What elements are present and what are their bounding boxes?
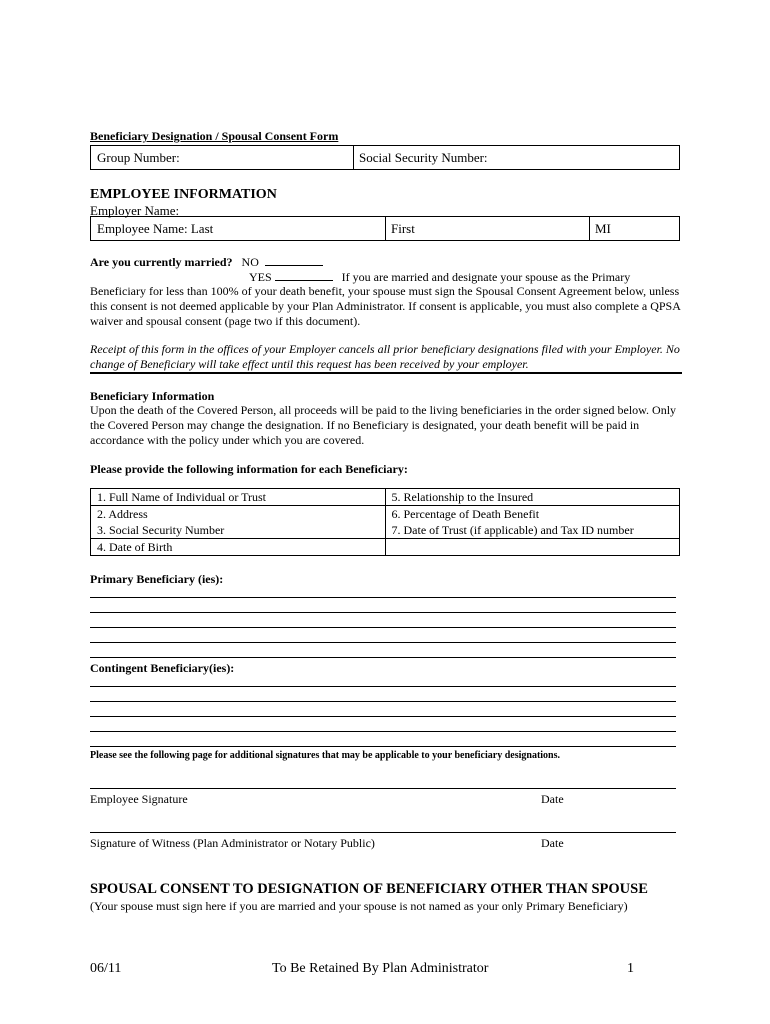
footer-page-number: 1 (627, 961, 634, 976)
primary-beneficiary-line-1[interactable] (90, 597, 676, 598)
employee-signature-label: Employee Signature (90, 792, 188, 806)
info-item-7: 7. Date of Trust (if applicable) and Tax ID number (385, 522, 680, 539)
signature-note: Please see the following page for additional signatures that may be applicable to your beneficiary designations. (90, 750, 561, 761)
witness-signature-label: Signature of Witness (Plan Administrator or Notary Public) (90, 836, 375, 850)
beneficiary-info-heading: Beneficiary Information (90, 389, 215, 403)
primary-beneficiary-heading: Primary Beneficiary (ies): (90, 572, 224, 586)
mi-label: MI (595, 221, 611, 236)
witness-date-label: Date (541, 836, 564, 850)
first-name-field[interactable] (385, 217, 589, 240)
beneficiary-info-text: Upon the death of the Covered Person, all proceeds will be paid to the living beneficiaries in the order signed below. Only the Covered Person may change the designation. If no Beneficiary is designated, your death benefit will be paid in accordance with the policy under which you are covered. (90, 403, 677, 447)
primary-beneficiary-line-3[interactable] (90, 627, 676, 628)
primary-beneficiary-line-5[interactable] (90, 657, 676, 658)
employee-info-heading: EMPLOYEE INFORMATION (90, 187, 277, 202)
footer-retention-note: To Be Retained By Plan Administrator (272, 961, 489, 976)
spousal-consent-heading: SPOUSAL CONSENT TO DESIGNATION OF BENEFICIARY OTHER THAN SPOUSE (90, 881, 648, 897)
no-label: NO (241, 255, 259, 269)
marital-instruction: Beneficiary for less than 100% of your death benefit, your spouse must sign the Spousal Consent Agreement below, unless this consent is not deemed applicable by your Plan Administrator. If consent is applicable, you must also complete a QPSA waiver and spousal consent (page two if this document). (90, 284, 681, 328)
first-name-label: First (391, 221, 415, 236)
info-item-4: 4. Date of Birth (91, 539, 386, 556)
employee-signature-line[interactable] (90, 788, 676, 789)
group-number-label: Group Number: (97, 150, 180, 165)
no-blank[interactable] (265, 254, 323, 266)
info-item-1: 1. Full Name of Individual or Trust (91, 489, 386, 506)
employee-name-box (90, 216, 680, 241)
last-name-field[interactable] (91, 217, 385, 240)
contingent-beneficiary-line-5[interactable] (90, 746, 676, 747)
contingent-beneficiary-heading: Contingent Beneficiary(ies): (90, 661, 235, 675)
provide-info-heading: Please provide the following information for each Beneficiary: (90, 462, 408, 476)
yes-row (249, 269, 630, 285)
contingent-beneficiary-line-1[interactable] (90, 686, 676, 687)
contingent-beneficiary-line-4[interactable] (90, 731, 676, 732)
ssn-field[interactable] (353, 146, 679, 169)
witness-signature-line[interactable] (90, 832, 676, 833)
spousal-consent-subtext: (Your spouse must sign here if you are married and your spouse is not named as your only Primary Beneficiary) (90, 899, 628, 913)
mi-field[interactable] (589, 217, 679, 240)
yes-label: YES (249, 270, 272, 284)
married-row (90, 254, 323, 270)
group-number-field[interactable] (91, 146, 353, 169)
ssn-label: Social Security Number: (359, 150, 488, 165)
info-item-3: 3. Social Security Number (91, 522, 386, 539)
married-question: Are you currently married? (90, 255, 233, 269)
beneficiary-info-table (90, 488, 680, 556)
info-item-2: 2. Address (91, 506, 386, 523)
primary-beneficiary-line-2[interactable] (90, 612, 676, 613)
yes-blank[interactable] (275, 269, 333, 281)
info-item-6: 6. Percentage of Death Benefit (385, 506, 680, 523)
contingent-beneficiary-line-3[interactable] (90, 716, 676, 717)
notice-text: Receipt of this form in the offices of your Employer cancels all prior beneficiary designations filed with your Employer. No change of Beneficiary will take effect until this request has been received by your employer. (90, 342, 680, 371)
form-title: Beneficiary Designation / Spousal Consent Form (90, 129, 339, 143)
info-item-5: 5. Relationship to the Insured (385, 489, 680, 506)
contingent-beneficiary-line-2[interactable] (90, 701, 676, 702)
employee-date-label: Date (541, 792, 564, 806)
employee-name-label: Employee Name: Last (97, 221, 214, 236)
employer-name-label: Employer Name: (90, 203, 180, 218)
primary-beneficiary-line-4[interactable] (90, 642, 676, 643)
group-ssn-box (90, 145, 680, 170)
marital-instruction-line1: If you are married and designate your spouse as the Primary (341, 270, 631, 284)
info-item-empty (385, 539, 680, 556)
section-divider (90, 372, 682, 374)
footer-date: 06/11 (90, 961, 122, 976)
